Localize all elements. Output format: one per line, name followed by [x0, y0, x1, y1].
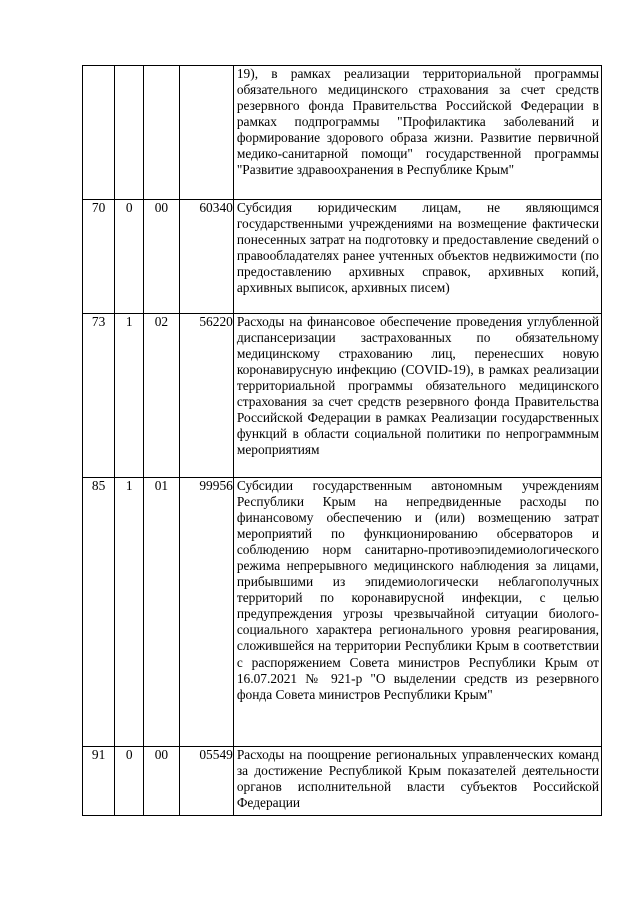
- code-cell-1: 91: [83, 747, 115, 816]
- description-cell: [233, 747, 601, 816]
- code-cell-2: [115, 66, 144, 200]
- code-cell-2: 1: [115, 314, 144, 478]
- code-cell-4: 05549: [179, 747, 233, 816]
- document-page: [82, 65, 602, 816]
- code-cell-4: 56220: [179, 314, 233, 478]
- code-cell-2: 0: [115, 747, 144, 816]
- code-cell-3: 01: [144, 478, 179, 747]
- description-cell: [233, 478, 601, 747]
- table-row: [83, 747, 602, 816]
- table-row: [83, 478, 602, 747]
- code-cell-3: 00: [144, 747, 179, 816]
- description-cell: [233, 66, 601, 200]
- description-text: Субсидии государственным автономным учреждениям Республики Крым на непредвиденные расходы по финансовому обеспечению и (или) возмещению затрат мероприятий по функционированию обсерваторов и соблюдению норм санитарно-противоэпидемиологического режима непрерывного медицинского наблюдения за лицами, прибывшими из эпидемиологически неблагополучных территорий по коронавирусной инфекции, с целью предупреждения угрозы чрезвычайной ситуации биолого-социального характера регионального уровня реагирования, сложившейся на территории Республики Крым в соответствии с распоряжением Совета министров Республики Крым от 16.07.2021 № 921-р "О выделении средств из резервного фонда Совета министров Республики Крым": [236, 478, 599, 702]
- table-row: [83, 200, 602, 314]
- description-cell: [233, 314, 601, 478]
- code-cell-3: 02: [144, 314, 179, 478]
- budget-codes-table: [82, 65, 602, 816]
- description-cell: [233, 200, 601, 314]
- code-cell-4: [179, 66, 233, 200]
- table-row: [83, 314, 602, 478]
- code-cell-4: 60340: [179, 200, 233, 314]
- description-text: Расходы на поощрение региональных управленческих команд за достижение Республикой Крым показателей деятельности органов исполнительной власти субъектов Российской Федерации: [236, 747, 599, 811]
- code-cell-2: 0: [115, 200, 144, 314]
- code-cell-3: 00: [144, 200, 179, 314]
- code-cell-1: 73: [83, 314, 115, 478]
- table-row: [83, 66, 602, 200]
- description-text: 19), в рамках реализации территориальной программы обязательного медицинского страхования за счет средств резервного фонда Правительства Российской Федерации в рамках подпрограммы "Профилактика заболеваний и формирование здорового образа жизни. Развитие первичной медико-санитарной помощи" государственной программы "Развитие здравоохранения в Республике Крым": [236, 66, 599, 178]
- description-text: Субсидия юридическим лицам, не являющимся государственными учреждениями на возмещение фактически понесенных затрат на подготовку и предоставление сведений о правообладателях ранее учтенных объектов недвижимости (по предоставлению архивных справок, архивных копий, архивных выписок, архивных писем): [236, 200, 599, 296]
- code-cell-1: 85: [83, 478, 115, 747]
- code-cell-3: [144, 66, 179, 200]
- description-text: Расходы на финансовое обеспечение проведения углубленной диспансеризации застрахованных по обязательному медицинскому страхованию лиц, перенесших новую коронавирусную инфекцию (COVID-19), в рамках реализации территориальной программы обязательного медицинского страхования за счет средств резервного фонда Правительства Российской Федерации в рамках Реализации государственных функций в области социальной политики по непрограммным мероприятиям: [236, 314, 599, 458]
- code-cell-2: 1: [115, 478, 144, 747]
- code-cell-1: [83, 66, 115, 200]
- code-cell-4: 99956: [179, 478, 233, 747]
- code-cell-1: 70: [83, 200, 115, 314]
